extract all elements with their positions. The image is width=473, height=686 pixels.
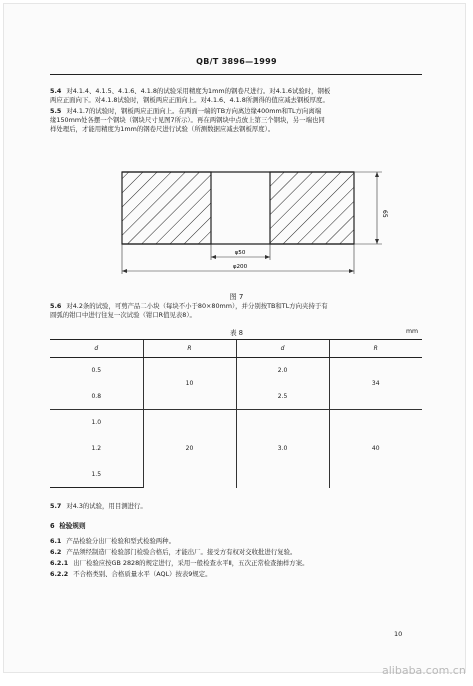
height-dimension — [354, 172, 388, 244]
section-6-heading: 6 检验规则 — [50, 522, 86, 530]
clause-5-5-line-1: 5.5 对4.1.7的试验时，钢板两应正面向上。在两面一端的TB方向离边缘400mm和TL方向离端 — [50, 107, 322, 115]
watermark: alibaba.com.cn — [382, 664, 466, 677]
table-cell: 1.2 — [91, 445, 102, 452]
header-d-left: d — [50, 340, 143, 358]
hole-diameter-label: φ50 — [234, 250, 246, 256]
clause-6-2-2: 6.2.2 不合格类别、合格质量水平（AQL）按表9规定。 — [50, 570, 212, 578]
block-cross-section — [122, 172, 354, 244]
header-d-right: d — [236, 340, 329, 358]
clause-6-1: 6.1 产品检验分出厂检验和型式检验两种。 — [50, 537, 175, 545]
clause-6-2-1: 6.2.1 出厂检验应按GB 2828的规定进行，采用一般检查水平Ⅱ，五次正常检查抽样方案。 — [50, 559, 309, 567]
center-hole-lines — [211, 172, 270, 244]
standard-header: QB/T 3896—1999 — [196, 57, 277, 66]
outer-dimension — [122, 244, 354, 274]
table-8-unit: mm — [406, 328, 419, 335]
clause-5-5-line-2: 缘150mm处各摆一个钢块（钢块尺寸见图7所示）。再在两钢块中点放上第三个钢块，另一端也同 — [50, 116, 325, 124]
table-row — [50, 358, 422, 384]
table-cell: 20 — [143, 410, 236, 488]
clause-5-6-line-1: 5.6 对4.2条的试验，可剪产品二小块（每块不小于80×80mm），并分别按TB和TL方向夹持于有 — [50, 302, 328, 310]
header-r-left: R — [143, 340, 236, 358]
table-cell: 2.0 — [236, 358, 329, 384]
clause-6-2: 6.2 产品须经制造厂检验部门检验合格后，才能出厂。接受方有权对交收批进行复验。 — [50, 548, 297, 556]
table-cell: 1.0 — [50, 410, 143, 436]
page-number: 10 — [394, 630, 403, 638]
clause-5-4-line-1: 5.4 对4.1.4、4.1.5、4.1.6、4.1.8的试验采用精度为1mm的钢卷尺进行。对4.1.6试验时，钢板 — [50, 87, 331, 95]
hole-dimension — [211, 244, 270, 260]
table-cell: 10 — [143, 358, 236, 410]
table-8-title: 表 8 — [230, 329, 243, 337]
clause-5-6-line-2: 圆弧的钳口中进行往复一次试验（钳口R值见表8）。 — [50, 311, 196, 319]
height-label: 65 — [381, 210, 388, 218]
table-cell: 2.5 — [236, 384, 329, 410]
table-cell: 34 — [329, 358, 422, 410]
clause-5-7: 5.7 对4.3的试验，用目测进行。 — [50, 502, 147, 510]
figure-7-caption: 图 7 — [229, 293, 244, 301]
header-rule — [50, 74, 422, 75]
table-cell: 40 — [329, 410, 422, 488]
header-r-right: R — [329, 340, 422, 358]
table-cell: 3.0 — [236, 410, 329, 488]
table-cell: 0.5 — [91, 367, 102, 375]
table-row — [50, 410, 422, 436]
figure-7-steel-block — [100, 158, 400, 290]
outer-diameter-label: φ200 — [232, 264, 248, 270]
table-cell: 0.8 — [91, 392, 102, 400]
clause-5-5-line-3: 样处理后，才能用精度为1mm的钢卷尺进行试验（所测数据应减去钢板厚度）。 — [50, 125, 275, 133]
table-8 — [50, 339, 422, 488]
clause-5-4-line-2: 两应正面向下。对4.1.8试验时，钢板两应正面向上。对4.1.6、4.1.8所测得的值应减去钢板厚度。 — [50, 96, 329, 104]
table-header-row — [50, 340, 422, 358]
table-cell: 1.5 — [50, 462, 143, 488]
